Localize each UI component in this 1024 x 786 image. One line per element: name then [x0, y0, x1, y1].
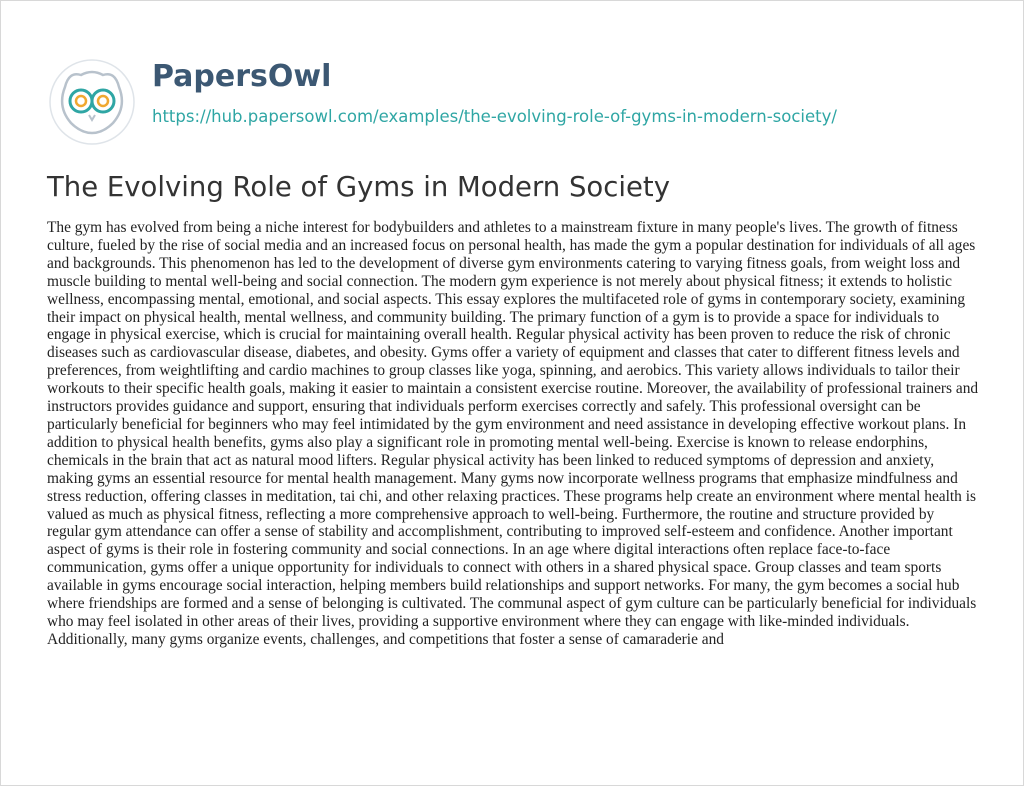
document-body: The gym has evolved from being a niche interest for bodybuilders and athletes to a mainstream fixture in many people's lives. The growth of fitness culture, fueled by the rise of social media and an increased focus on personal health, has made the gym a popular destination for individuals of all ages and backgrounds. This phenomenon has led to the development of diverse gym environments catering to varying fitness goals, from weight loss and muscle building to mental well-being and social connection. The modern gym experience is not merely about physical fitness; it extends to holistic wellness, encompassing mental, emotional, and social aspects. This essay explores the multifaceted role of gyms in contemporary society, examining their impact on physical health, mental wellness, and community building. The primary function of a gym is to provide a space for individuals to engage in physical exercise, which is crucial for maintaining overall health. Regular physical activity has been proven to reduce the risk of chronic diseases such as cardiovascular disease, diabetes, and obesity. Gyms offer a variety of equipment and classes that cater to different fitness levels and preferences, from weightlifting and cardio machines to group classes like yoga, spinning, and aerobics. This variety allows individuals to tailor their workouts to their specific health goals, making it easier to maintain a consistent exercise routine. Moreover, the availability of professional trainers and instructors provides guidance and support, ensuring that individuals perform exercises correctly and safely. This professional oversight can be particularly beneficial for beginners who may feel intimidated by the gym environment and need assistance in developing effective workout plans. In addition to physical health benefits, gyms also play a significant role in promoting mental well-being. Exercise is known to release endorphins, chemicals in the brain that act as natural mood lifters. Regular physical activity has been linked to reduced symptoms of depression and anxiety, making gyms an essential resource for mental health management. Many gyms now incorporate wellness programs that emphasize mindfulness and stress reduction, offering classes in meditation, tai chi, and other relaxing practices. These programs help create an environment where mental health is valued as much as physical fitness, reflecting a more comprehensive approach to well-being. Furthermore, the routine and structure provided by regular gym attendance can offer a sense of stability and accomplishment, contributing to improved self-esteem and confidence. Another important aspect of gyms is their role in fostering community and social connections. In an age where digital interactions often replace face-to-face communication, gyms offer a unique opportunity for individuals to connect with others in a shared physical space. Group classes and team sports available in gyms encourage social interaction, helping members build relationships and support networks. For many, the gym becomes a social hub where friendships are formed and a sense of belonging is cultivated. The communal aspect of gym culture can be particularly beneficial for individuals who may feel isolated in other areas of their lives, providing a supportive environment where they can engage with like-minded individuals. Additionally, many gyms organize events, challenges, and competitions that foster a sense of camaraderie and	[47, 219, 979, 648]
source-url-link[interactable]: https://hub.papersowl.com/examples/the-evolving-role-of-gyms-in-modern-society/	[152, 107, 837, 126]
brand-name: PapersOwl	[152, 59, 332, 94]
document-title: The Evolving Role of Gyms in Modern Society	[47, 171, 670, 203]
owl-logo-icon	[47, 57, 137, 147]
